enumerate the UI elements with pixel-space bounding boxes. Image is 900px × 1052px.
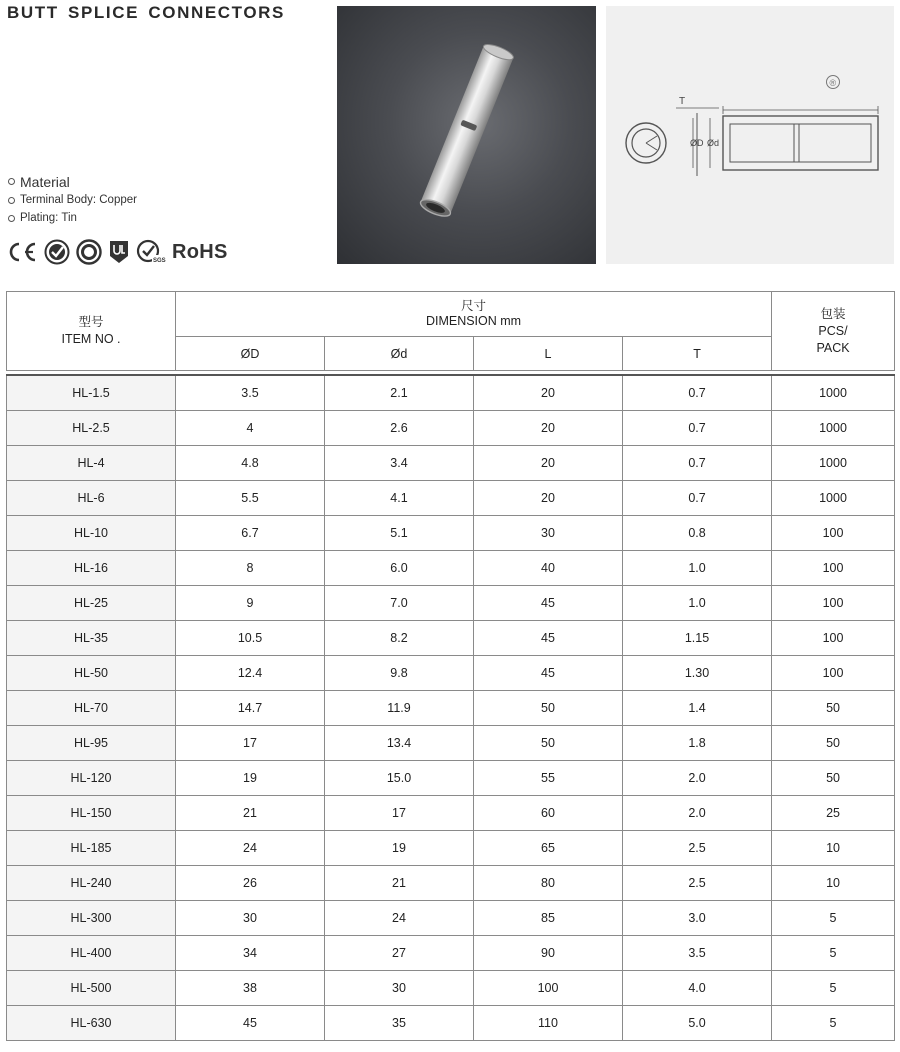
outer-diameter-cell: 12.4: [176, 656, 325, 691]
label-outer-diameter: ØD: [690, 138, 704, 148]
table-row: [7, 866, 895, 901]
outer-diameter-cell: 5.5: [176, 481, 325, 516]
pack-cell: 100: [772, 516, 895, 551]
technical-drawing: [606, 6, 894, 264]
table-row: [7, 586, 895, 621]
outer-diameter-cell: 17: [176, 726, 325, 761]
table-row: [7, 375, 895, 411]
pack-cell: 5: [772, 901, 895, 936]
item-no-cell: HL-95: [7, 726, 176, 761]
material-item-text: Plating: Tin: [20, 212, 77, 224]
thickness-cell: 1.0: [623, 586, 772, 621]
thickness-cell: 1.8: [623, 726, 772, 761]
thickness-cell: 1.4: [623, 691, 772, 726]
label-t: T: [679, 96, 686, 107]
inner-diameter-cell: 19: [325, 831, 474, 866]
outer-diameter-cell: 14.7: [176, 691, 325, 726]
table-row: [7, 761, 895, 796]
pack-cell: 100: [772, 621, 895, 656]
thickness-cell: 2.5: [623, 831, 772, 866]
butt-splice-connector-image: [337, 6, 596, 264]
sgs-certification-icon: [136, 239, 164, 265]
table-row: [7, 691, 895, 726]
ccc-certification-icon: [76, 239, 102, 265]
outer-diameter-cell: 9: [176, 586, 325, 621]
pack-cell: 1000: [772, 481, 895, 516]
length-cell: 110: [474, 1006, 623, 1041]
material-item: [8, 191, 137, 209]
item-no-cell: HL-10: [7, 516, 176, 551]
column-header-outer-diameter: ØD: [176, 337, 325, 371]
inner-diameter-cell: 35: [325, 1006, 474, 1041]
thickness-cell: 1.0: [623, 551, 772, 586]
thickness-cell: 3.5: [623, 936, 772, 971]
outer-diameter-cell: 24: [176, 831, 325, 866]
outer-diameter-cell: 26: [176, 866, 325, 901]
table-row: [7, 796, 895, 831]
item-no-cell: HL-185: [7, 831, 176, 866]
length-cell: 45: [474, 656, 623, 691]
header-dimension-cn: 尺寸: [461, 299, 487, 313]
header-item-cn: 型号: [78, 315, 104, 329]
pack-cell: 1000: [772, 411, 895, 446]
table-row: [7, 971, 895, 1006]
item-no-cell: HL-35: [7, 621, 176, 656]
label-inner-diameter: Ød: [707, 138, 720, 148]
thickness-cell: 0.7: [623, 375, 772, 411]
specification-table-container: [6, 291, 894, 1041]
inner-diameter-cell: 2.6: [325, 411, 474, 446]
length-cell: 85: [474, 901, 623, 936]
column-header-thickness: T: [623, 337, 772, 371]
table-row: [7, 656, 895, 691]
header-pack-cn: 包装: [820, 306, 846, 321]
length-cell: 60: [474, 796, 623, 831]
thickness-cell: 0.8: [623, 516, 772, 551]
length-cell: 90: [474, 936, 623, 971]
outer-diameter-cell: 45: [176, 1006, 325, 1041]
pack-cell: 50: [772, 761, 895, 796]
length-cell: 20: [474, 411, 623, 446]
registered-mark: ®: [829, 78, 837, 88]
inner-diameter-cell: 9.8: [325, 656, 474, 691]
inner-diameter-cell: 8.2: [325, 621, 474, 656]
rohs-mark: RoHS: [172, 240, 228, 263]
pack-cell: 5: [772, 971, 895, 1006]
ce-mark-icon: [6, 241, 38, 263]
item-no-cell: HL-1.5: [7, 375, 176, 411]
thickness-cell: 4.0: [623, 971, 772, 1006]
item-no-cell: HL-2.5: [7, 411, 176, 446]
length-cell: 45: [474, 586, 623, 621]
thickness-cell: 5.0: [623, 1006, 772, 1041]
length-cell: 80: [474, 866, 623, 901]
header-item-no: [7, 292, 176, 371]
header-dimension-en: DIMENSION mm: [425, 314, 522, 328]
material-item-text: Terminal Body: Copper: [20, 194, 137, 206]
length-cell: 50: [474, 726, 623, 761]
item-no-cell: HL-25: [7, 586, 176, 621]
column-header-inner-diameter: Ød: [325, 337, 474, 371]
inner-diameter-cell: 11.9: [325, 691, 474, 726]
length-cell: 50: [474, 691, 623, 726]
length-cell: 30: [474, 516, 623, 551]
thickness-cell: 1.15: [623, 621, 772, 656]
item-no-cell: HL-50: [7, 656, 176, 691]
inner-diameter-cell: 13.4: [325, 726, 474, 761]
product-photo: [337, 6, 596, 264]
item-no-cell: HL-630: [7, 1006, 176, 1041]
outer-diameter-cell: 30: [176, 901, 325, 936]
header-dimension: [176, 292, 772, 337]
outer-diameter-cell: 34: [176, 936, 325, 971]
header-pack: [772, 292, 895, 371]
header-pack-en: PCS/: [818, 323, 848, 338]
thickness-cell: 3.0: [623, 901, 772, 936]
item-no-cell: HL-240: [7, 866, 176, 901]
material-section: [8, 172, 137, 227]
thickness-cell: 1.30: [623, 656, 772, 691]
length-cell: 20: [474, 375, 623, 411]
pack-cell: 50: [772, 691, 895, 726]
table-body: [7, 371, 895, 1041]
item-no-cell: HL-500: [7, 971, 176, 1006]
outer-diameter-cell: 4.8: [176, 446, 325, 481]
length-cell: 40: [474, 551, 623, 586]
item-no-cell: HL-400: [7, 936, 176, 971]
thickness-cell: 2.5: [623, 866, 772, 901]
header-item-en: ITEM NO .: [61, 332, 121, 346]
certification-logos: [6, 236, 228, 268]
length-cell: 20: [474, 481, 623, 516]
dimension-diagram: [606, 6, 894, 264]
thickness-cell: 2.0: [623, 796, 772, 831]
thickness-cell: 0.7: [623, 411, 772, 446]
length-cell: 55: [474, 761, 623, 796]
material-item: [8, 209, 137, 227]
item-no-cell: HL-4: [7, 446, 176, 481]
item-no-cell: HL-16: [7, 551, 176, 586]
inner-diameter-cell: 7.0: [325, 586, 474, 621]
length-cell: 65: [474, 831, 623, 866]
pack-cell: 50: [772, 726, 895, 761]
inner-diameter-cell: 2.1: [325, 375, 474, 411]
outer-diameter-cell: 10.5: [176, 621, 325, 656]
length-cell: 45: [474, 621, 623, 656]
pack-cell: 5: [772, 1006, 895, 1041]
table-row: [7, 901, 895, 936]
table-row: [7, 516, 895, 551]
inner-diameter-cell: 27: [325, 936, 474, 971]
page-title: BUTT SPLICE CONNECTORS: [7, 3, 285, 22]
pack-cell: 10: [772, 866, 895, 901]
table-row: [7, 446, 895, 481]
outer-diameter-cell: 21: [176, 796, 325, 831]
column-header-length: L: [474, 337, 623, 371]
pack-cell: 25: [772, 796, 895, 831]
bullet-icon: [8, 215, 15, 222]
inner-diameter-cell: 17: [325, 796, 474, 831]
material-heading: Material: [20, 173, 70, 190]
outer-diameter-cell: 38: [176, 971, 325, 1006]
length-cell: 100: [474, 971, 623, 1006]
pack-cell: 100: [772, 586, 895, 621]
pack-cell: 10: [772, 831, 895, 866]
inner-diameter-cell: 4.1: [325, 481, 474, 516]
ul-certification-icon: [108, 239, 130, 265]
table-row: [7, 481, 895, 516]
pack-cell: 1000: [772, 446, 895, 481]
inner-diameter-cell: 5.1: [325, 516, 474, 551]
inner-diameter-cell: 21: [325, 866, 474, 901]
pack-cell: 100: [772, 656, 895, 691]
outer-diameter-cell: 19: [176, 761, 325, 796]
green-certification-icon: [44, 239, 70, 265]
svg-text:SGS: SGS: [153, 258, 166, 264]
table-row: [7, 1006, 895, 1041]
outer-diameter-cell: 3.5: [176, 375, 325, 411]
pack-cell: 5: [772, 936, 895, 971]
thickness-cell: 0.7: [623, 446, 772, 481]
inner-diameter-cell: 6.0: [325, 551, 474, 586]
inner-diameter-cell: 15.0: [325, 761, 474, 796]
thickness-cell: 0.7: [623, 481, 772, 516]
item-no-cell: HL-70: [7, 691, 176, 726]
pack-cell: 1000: [772, 375, 895, 411]
length-cell: 20: [474, 446, 623, 481]
inner-diameter-cell: 3.4: [325, 446, 474, 481]
table-row: [7, 936, 895, 971]
inner-diameter-cell: 30: [325, 971, 474, 1006]
inner-diameter-cell: 24: [325, 901, 474, 936]
table-row: [7, 551, 895, 586]
table-row: [7, 621, 895, 656]
table-row: [7, 726, 895, 761]
item-no-cell: HL-6: [7, 481, 176, 516]
thickness-cell: 2.0: [623, 761, 772, 796]
item-no-cell: HL-150: [7, 796, 176, 831]
table-row: [7, 411, 895, 446]
pack-cell: 100: [772, 551, 895, 586]
item-no-cell: HL-120: [7, 761, 176, 796]
bullet-icon: [8, 197, 15, 204]
material-heading-row: [8, 172, 137, 191]
item-no-cell: HL-300: [7, 901, 176, 936]
table-row: [7, 831, 895, 866]
outer-diameter-cell: 4: [176, 411, 325, 446]
outer-diameter-cell: 6.7: [176, 516, 325, 551]
header-pack-en: PACK: [816, 340, 850, 355]
specification-table: [6, 291, 895, 1041]
outer-diameter-cell: 8: [176, 551, 325, 586]
bullet-icon: [8, 178, 15, 185]
